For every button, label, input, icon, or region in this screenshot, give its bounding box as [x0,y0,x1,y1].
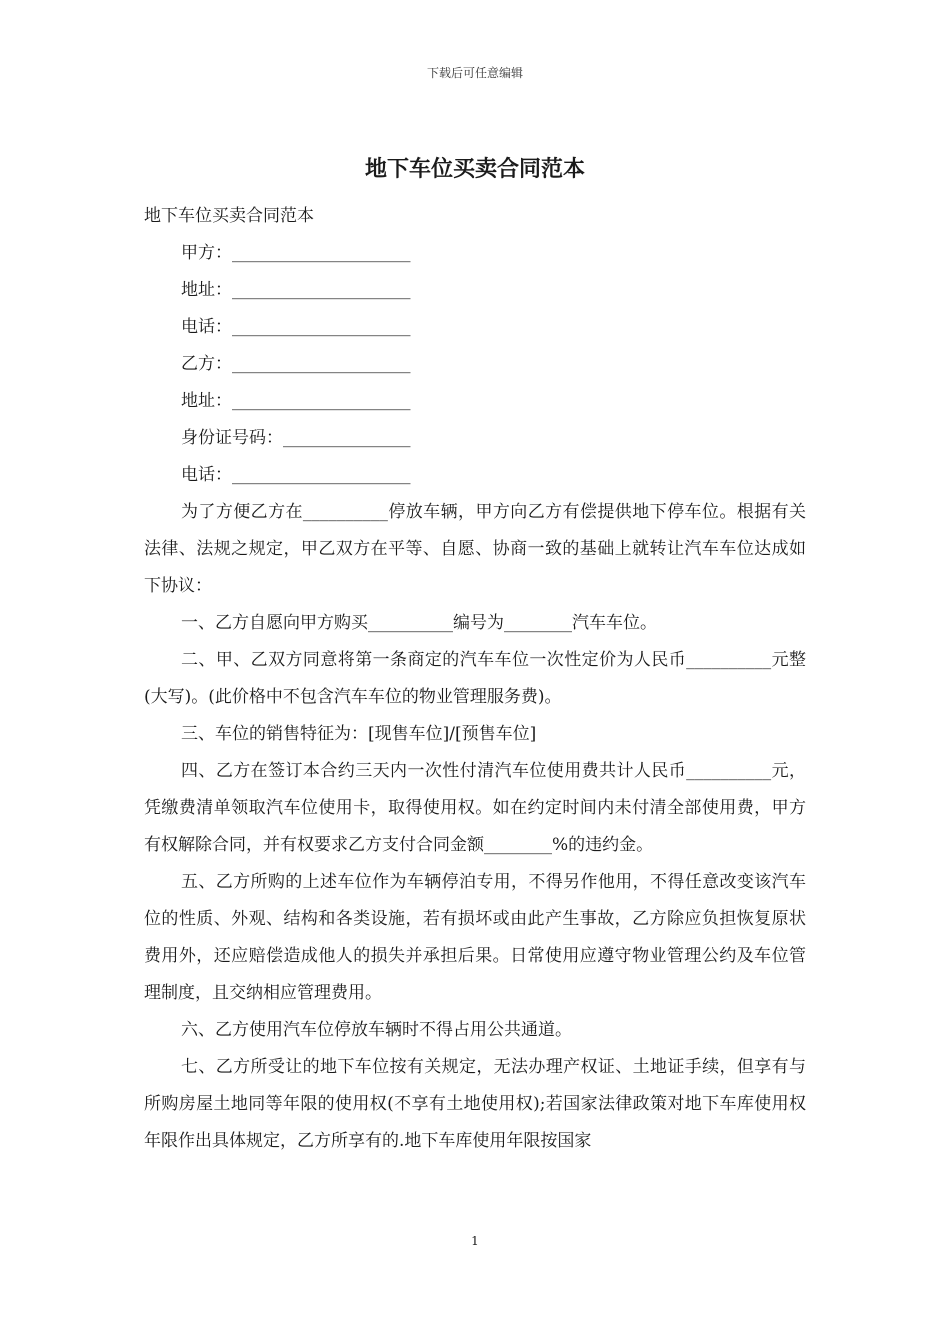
clause-3-paragraph: 三、车位的销售特征为：[现售车位]/[预售车位] [181,724,537,744]
page-header-note: 下载后可任意编辑 [426,66,523,80]
document-title: 地下车位买卖合同范本 [364,157,585,182]
party-b-phone-field: 电话：_____________________ [181,465,411,485]
clause-2-paragraph: 二、甲、乙双方同意将第一条商定的汽车车位一次性定价为人民币__________元整(大写)。(此价格中不包含汽车车位的物业管理服务费)。 [144,650,806,707]
party-b-address-field: 地址：_____________________ [181,391,411,411]
document-body [144,198,806,1160]
clause-4-paragraph: 四、乙方在签订本合约三天内一次性付清汽车位使用费共计人民币__________元，凭缴费清单领取汽车位使用卡，取得使用权。如在约定时间内未付清全部使用费，甲方有权解除合同，并有权要求乙方支付合同金额________%的违约金。 [144,761,806,855]
clause-5-paragraph: 五、乙方所购的上述车位作为车辆停泊专用，不得另作他用，不得任意改变该汽车位的性质、外观、结构和各类设施，若有损坏或由此产生事故，乙方除应负担恢复原状费用外，还应赔偿造成他人的损失并承担后果。日常使用应遵守物业管理公约及车位管理制度，且交纳相应管理费用。 [144,872,806,1003]
clause-6-paragraph: 六、乙方使用汽车位停放车辆时不得占用公共通道。 [181,1020,572,1040]
party-b-id-number-field: 身份证号码：_______________ [181,428,411,448]
clause-1-paragraph: 一、乙方自愿向甲方购买__________编号为________汽车车位。 [181,613,657,633]
party-b-field: 乙方：_____________________ [181,354,411,374]
party-a-field: 甲方：_____________________ [181,243,411,263]
page-number: 1 [471,1234,479,1248]
party-a-phone-field: 电话：_____________________ [181,317,411,337]
party-a-address-field: 地址：_____________________ [181,280,411,300]
document-subtitle: 地下车位买卖合同范本 [144,206,314,226]
preamble-paragraph: 为了方便乙方在__________停放车辆，甲方向乙方有偿提供地下停车位。根据有关法律、法规之规定，甲乙双方在平等、自愿、协商一致的基础上就转让汽车车位达成如下协议： [144,502,806,596]
clause-7-paragraph: 七、乙方所受让的地下车位按有关规定，无法办理产权证、土地证手续，但享有与所购房屋土地同等年限的使用权(不享有土地使用权);若国家法律政策对地下车库使用权年限作出具体规定，乙方所享有的.地下车库使用年限按国家 [144,1057,806,1151]
